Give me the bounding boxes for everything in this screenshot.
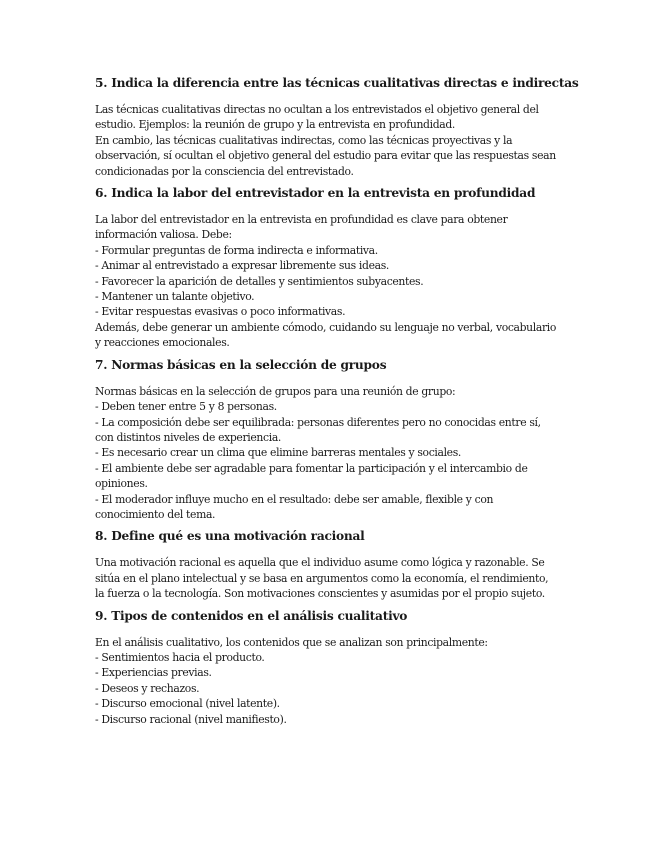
paragraph-line: Normas básicas en la selección de grupos para una reunión de grupo: bbox=[95, 384, 456, 398]
paragraph-line: La labor del entrevistador en la entrevista en profundidad es clave para obtener bbox=[95, 213, 508, 227]
paragraph-line: sitúa en el plano intelectual y se basa en argumentos como la economía, el rendimiento, bbox=[95, 571, 549, 585]
list-item: con distintos niveles de experiencia. bbox=[95, 430, 281, 444]
list-item: - Es necesario crear un clima que elimine barreras mentales y sociales. bbox=[95, 446, 461, 460]
paragraph-line: la fuerza o la tecnología. Son motivaciones conscientes y asumidas por el propio sujeto. bbox=[95, 587, 545, 601]
paragraph-line: Una motivación racional es aquella que el individuo asume como lógica y razonable. Se bbox=[95, 556, 545, 570]
list-item: - Deseos y rechazos. bbox=[95, 681, 200, 695]
section-7 bbox=[95, 356, 565, 523]
section-heading: 9. Tipos de contenidos en el análisis cualitativo bbox=[95, 608, 408, 623]
list-item: - Deben tener entre 5 y 8 personas. bbox=[95, 400, 277, 414]
list-item: - El moderador influye mucho en el resultado: debe ser amable, flexible y con bbox=[95, 492, 494, 506]
paragraph-line: y reacciones emocionales. bbox=[95, 336, 230, 350]
list-item: opiniones. bbox=[95, 477, 148, 491]
list-item: - Animar al entrevistado a expresar libremente sus ideas. bbox=[95, 259, 389, 273]
list-item: - Favorecer la aparición de detalles y sentimientos subyacentes. bbox=[95, 274, 424, 288]
section-heading: 5. Indica la diferencia entre las técnicas cualitativas directas e indirectas bbox=[95, 76, 579, 90]
document-page bbox=[95, 74, 579, 727]
paragraph-line: En el análisis cualitativo, los contenidos que se analizan son principalmente: bbox=[95, 635, 488, 649]
list-item: - Formular preguntas de forma indirecta e informativa. bbox=[95, 243, 378, 257]
section-heading: 6. Indica la labor del entrevistador en la entrevista en profundidad bbox=[95, 186, 536, 201]
list-item: - Experiencias previas. bbox=[95, 666, 212, 680]
paragraph-line: condicionadas por la consciencia del entrevistado. bbox=[95, 164, 354, 178]
section-5 bbox=[95, 74, 579, 179]
section-9 bbox=[95, 607, 565, 727]
list-item: - El ambiente debe ser agradable para fomentar la participación y el intercambio de bbox=[95, 461, 528, 475]
paragraph-line: información valiosa. Debe: bbox=[95, 228, 232, 242]
section-heading: 8. Define qué es una motivación racional bbox=[95, 529, 365, 544]
list-item: - Discurso emocional (nivel latente). bbox=[95, 697, 280, 711]
list-item: - Evitar respuestas evasivas o poco informativas. bbox=[95, 305, 346, 319]
paragraph-line: estudio. Ejemplos: la reunión de grupo y la entrevista en profundidad. bbox=[95, 118, 456, 132]
section-6 bbox=[95, 184, 565, 351]
paragraph-line: Además, debe generar un ambiente cómodo, cuidando su lenguaje no verbal, vocabulario bbox=[95, 320, 557, 334]
section-8 bbox=[95, 527, 565, 601]
list-item: - Discurso racional (nivel manifiesto). bbox=[95, 712, 287, 726]
list-item: - Sentimientos hacia el producto. bbox=[95, 650, 265, 664]
paragraph-line: observación, sí ocultan el objetivo general del estudio para evitar que las respuestas sean bbox=[95, 149, 556, 163]
paragraph-line: Las técnicas cualitativas directas no ocultan a los entrevistados el objetivo general del bbox=[95, 103, 539, 116]
section-heading: 7. Normas básicas en la selección de grupos bbox=[95, 357, 387, 372]
list-item: conocimiento del tema. bbox=[95, 507, 216, 521]
paragraph-line: En cambio, las técnicas cualitativas indirectas, como las técnicas proyectivas y la bbox=[95, 133, 513, 147]
list-item: - Mantener un talante objetivo. bbox=[95, 290, 255, 304]
list-item: - La composición debe ser equilibrada: personas diferentes pero no conocidas entre sí, bbox=[95, 415, 541, 429]
